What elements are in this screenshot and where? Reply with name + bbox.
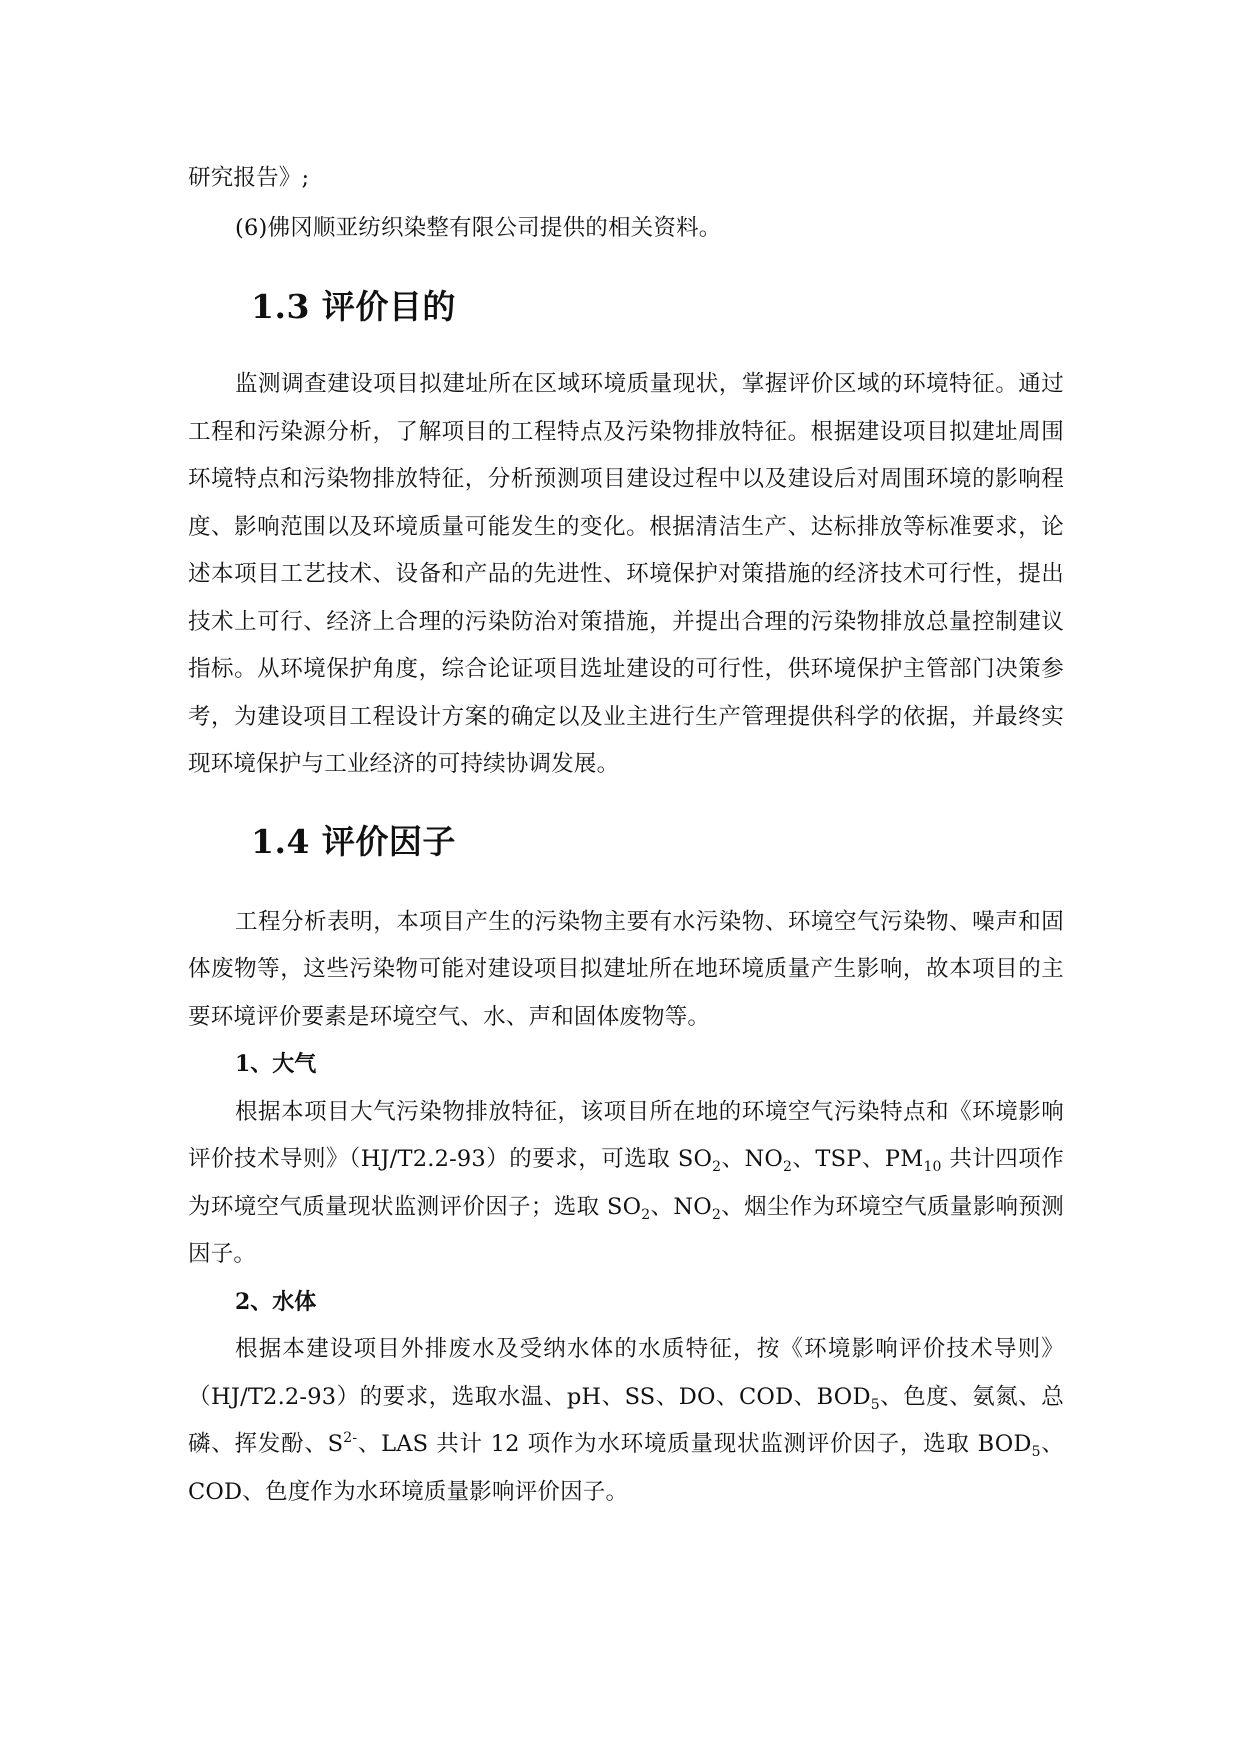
air-text-2: 、NO xyxy=(721,1146,784,1172)
reference-item-6: (6)佛冈顺亚纺织染整有限公司提供的相关资料。 xyxy=(235,214,722,241)
air-sub-1: 2 xyxy=(712,1159,722,1175)
subsection-air-body xyxy=(188,1089,1064,1279)
water-text-2: 、色度、氨氮、总磷、挥发酚、S xyxy=(188,1383,1064,1457)
water-text-4: 、COD、色度作为水环境质量影响评价因子。 xyxy=(188,1431,1064,1505)
air-sub-3: 10 xyxy=(923,1159,942,1175)
section-1-4-intro: 工程分析表明，本项目产生的污染物主要有水污染物、环境空气污染物、噪声和固体废物等，这些污染物可能对建设项目拟建址所在地环境质量产生影响，故本项目的主要环境评价要素是环境空气、水、声和固体废物等。 xyxy=(188,908,1064,1030)
air-text-4: 共计四项作为环境空气质量现状监测评价因子；选取 SO xyxy=(188,1146,1064,1220)
subsection-water-body xyxy=(188,1326,1064,1516)
continued-reference-line: 研究报告》; xyxy=(188,165,310,191)
air-sub-5: 2 xyxy=(711,1206,722,1223)
subsection-air-title: 1、大气 xyxy=(235,1051,317,1077)
air-text-6: 、烟尘作为环境空气质量影响预测因子。 xyxy=(188,1193,1064,1267)
air-text-3: 、TSP、PM xyxy=(792,1146,924,1172)
page-content xyxy=(188,155,1064,1516)
air-sub-4: 2 xyxy=(641,1206,651,1223)
subsection-water-title: 2、水体 xyxy=(235,1288,317,1315)
section-heading-1-3: 1.3 评价目的 xyxy=(251,287,456,326)
water-sub-2: 5 xyxy=(1031,1444,1041,1460)
air-text-5: 、NO xyxy=(650,1193,712,1220)
water-sub-1: 5 xyxy=(870,1396,880,1413)
water-text-1: 根据本建设项目外排废水及受纳水体的水质特征，按《环境影响评价技术导则》（HJ/T2.2-93）的要求，选取水温、pH、SS、DO、COD、BOD xyxy=(188,1336,1064,1410)
water-text-3: 、LAS 共计 12 项作为水环境质量现状监测评价因子，选取 BOD xyxy=(357,1431,1032,1457)
section-heading-1-4: 1.4 评价因子 xyxy=(251,821,456,861)
air-sub-2: 2 xyxy=(783,1159,793,1175)
section-1-3-body: 监测调查建设项目拟建址所在区域环境质量现状，掌握评价区域的环境特征。通过工程和污染源分析，了解项目的工程特点及污染物排放特征。根据建设项目拟建址周围环境特点和污染物排放特征，分析预测项目建设过程中以及建设后对周围环境的影响程度、影响范围以及环境质量可能发生的变化。根据清洁生产、达标排放等标准要求，论述本项目工艺技术、设备和产品的先进性、环境保护对策措施的经济技术可行性，提出技术上可行、经济上合理的污染防治对策措施，并提出合理的污染物排放总量控制建议指标。从环境保护角度，综合论证项目选址建设的可行性，供环境保护主管部门决策参考，为建设项目工程设计方案的确定以及业主进行生产管理提供科学的依据，并最终实现环境保护与工业经济的可持续协调发展。 xyxy=(188,371,1064,777)
air-text-1: 根据本项目大气污染物排放特征，该项目所在地的环境空气污染特点和《环境影响评价技术导则》（HJ/T2.2-93）的要求，可选取 SO xyxy=(188,1098,1064,1172)
water-sup-1: 2- xyxy=(343,1430,358,1446)
